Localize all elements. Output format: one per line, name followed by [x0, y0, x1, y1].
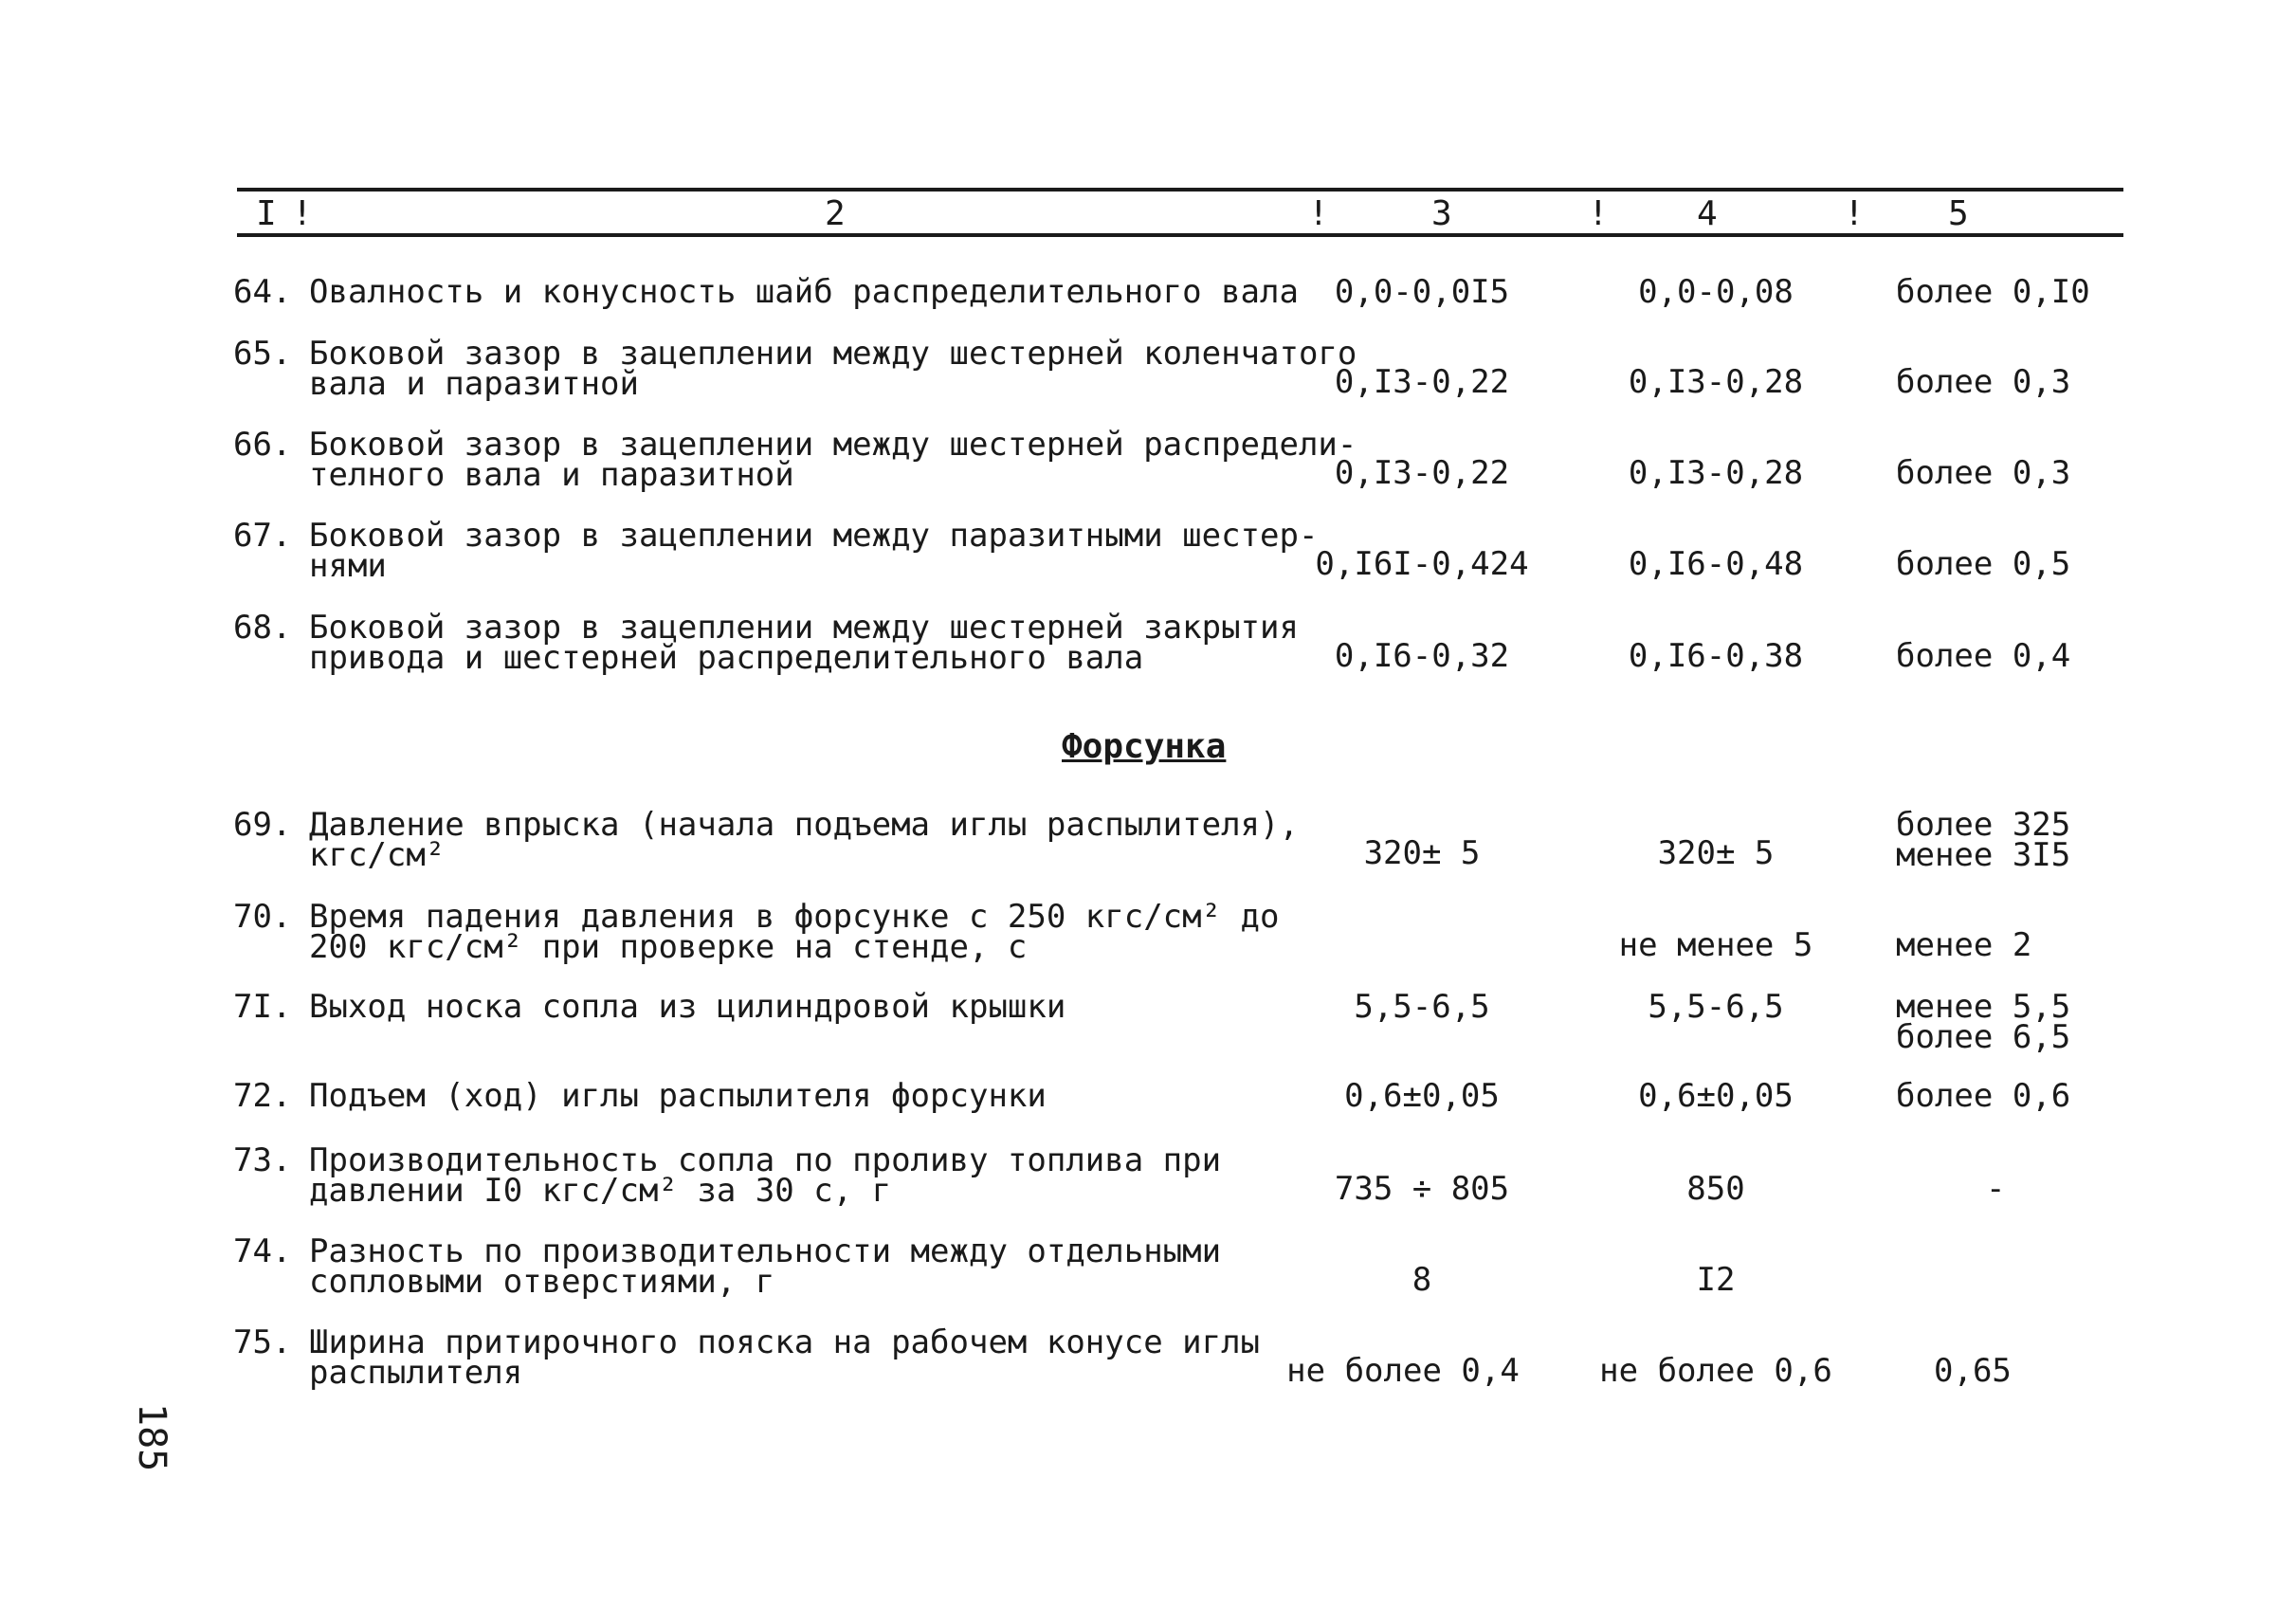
row-number: 75.: [233, 1323, 292, 1361]
col5-value: [1896, 926, 2032, 964]
col5-value: [1896, 545, 2071, 583]
row-number: 70.: [233, 898, 292, 936]
col5-value: [1896, 1077, 2071, 1115]
col5-line: более 325: [1896, 806, 2071, 844]
col4-value: I2: [1696, 1261, 1736, 1299]
desc-line: Боковой зазор в зацеплении между шестерней закрытия: [309, 609, 1299, 647]
desc-line: Боковой зазор в зацеплении между шестерней распредели-: [309, 426, 1357, 464]
col3-value: 0,I6I-0,424: [1315, 545, 1529, 583]
desc-line: распылителя: [309, 1354, 523, 1392]
col4-value: 850: [1686, 1170, 1745, 1208]
col4-value: не более 0,6: [1599, 1352, 1832, 1390]
header-sep-1: !: [292, 194, 313, 233]
desc-line: Овалность и конусность шайб распределительного вала: [309, 273, 1299, 311]
col5-value: [1896, 273, 2090, 311]
col5-value: [1896, 454, 2071, 492]
col5-line: менее 2: [1896, 926, 2032, 964]
col5-line: -: [1986, 1170, 2006, 1208]
col4-value: 0,6±0,05: [1638, 1077, 1794, 1115]
col5-line: более 0,4: [1896, 637, 2071, 675]
desc-line: Ширина притирочного пояска на рабочем конусе иглы: [309, 1323, 1261, 1361]
col5-value: [1896, 806, 2071, 874]
row-description: [309, 1141, 1222, 1210]
header-col-5: 5: [1948, 194, 1969, 233]
row-description: [309, 273, 1299, 311]
row-description: [309, 898, 1280, 966]
row-number: 64.: [233, 273, 292, 311]
row-description: [309, 1323, 1261, 1392]
desc-line: Производительность сопла по проливу топлива при: [309, 1141, 1222, 1179]
desc-line: телного вала и паразитной: [309, 456, 794, 494]
desc-line: кгс/см²: [309, 836, 446, 874]
col3-value: 0,I3-0,22: [1334, 454, 1510, 492]
row-number: 74.: [233, 1232, 292, 1270]
col3-value: не более 0,4: [1286, 1352, 1520, 1390]
col5-line: менее 5,5: [1896, 988, 2071, 1026]
col5-line: более 0,5: [1896, 545, 2071, 583]
desc-line: Боковой зазор в зацеплении между шестерней коленчатого: [309, 335, 1357, 373]
col4-value: 0,I3-0,28: [1628, 363, 1804, 401]
col5-line: более 0,6: [1896, 1077, 2071, 1115]
row-number: 67.: [233, 517, 292, 555]
row-description: [309, 426, 1357, 494]
row-number: 7I.: [233, 988, 292, 1026]
col3-value: 0,I3-0,22: [1334, 363, 1510, 401]
desc-line: привода и шестерней распределительного вала: [309, 639, 1144, 677]
row-description: [309, 988, 1066, 1026]
desc-line: нями: [309, 547, 387, 585]
header-col-1: I: [256, 194, 277, 233]
col4-value: 0,I6-0,48: [1628, 545, 1804, 583]
col3-value: 8: [1412, 1261, 1432, 1299]
col5-line: более 0,3: [1896, 454, 2071, 492]
col5-value: [1896, 637, 2071, 675]
col5-line: менее 3I5: [1896, 836, 2071, 874]
col5-value: [1934, 1352, 2012, 1390]
row-description: [309, 609, 1299, 677]
col3-value: 320± 5: [1363, 834, 1481, 872]
desc-line: Боковой зазор в зацеплении между паразитными шестер-: [309, 517, 1319, 555]
col5-line: более 6,5: [1896, 1018, 2071, 1056]
row-description: [309, 806, 1299, 874]
row-number: 66.: [233, 426, 292, 464]
col3-value: 0,6±0,05: [1344, 1077, 1500, 1115]
row-description: [309, 1077, 1047, 1115]
desc-line: Подъем (ход) иглы распылителя форсунки: [309, 1077, 1047, 1115]
header-top-rule: [237, 188, 2123, 192]
col5-value: [1986, 1170, 2006, 1208]
col4-value: 320± 5: [1657, 834, 1775, 872]
col4-value: 0,I3-0,28: [1628, 454, 1804, 492]
desc-line: Время падения давления в форсунке с 250 кгс/см² до: [309, 898, 1280, 936]
col4-value: 0,0-0,08: [1638, 273, 1794, 311]
header-col-4: 4: [1697, 194, 1718, 233]
page-number: 185: [130, 1403, 173, 1472]
header-sep-3: !: [1588, 194, 1609, 233]
col3-value: 5,5-6,5: [1354, 988, 1490, 1026]
col4-value: 0,I6-0,38: [1628, 637, 1804, 675]
desc-line: вала и паразитной: [309, 365, 639, 403]
desc-line: Выход носка сопла из цилиндровой крышки: [309, 988, 1066, 1026]
col3-value: 735 ÷ 805: [1334, 1170, 1510, 1208]
header-sep-4: !: [1844, 194, 1865, 233]
desc-line: Разность по производительности между отдельными: [309, 1232, 1222, 1270]
row-number: 69.: [233, 806, 292, 844]
row-number: 68.: [233, 609, 292, 647]
header-col-3: 3: [1431, 194, 1452, 233]
col5-line: более 0,I0: [1896, 273, 2090, 311]
row-description: [309, 335, 1357, 403]
desc-line: сопловыми отверстиями, г: [309, 1263, 775, 1301]
row-number: 73.: [233, 1141, 292, 1179]
col4-value: не менее 5: [1618, 926, 1813, 964]
row-number: 65.: [233, 335, 292, 373]
col4-value: 5,5-6,5: [1648, 988, 1784, 1026]
section-title: Форсунка: [1062, 727, 1227, 766]
col3-value: 0,0-0,0I5: [1334, 273, 1510, 311]
col3-value: 0,I6-0,32: [1334, 637, 1510, 675]
row-description: [309, 1232, 1222, 1301]
header-col-2: 2: [825, 194, 846, 233]
desc-line: Давление впрыска (начала подъема иглы распылителя),: [309, 806, 1299, 844]
col5-line: 0,65: [1934, 1352, 2012, 1390]
col5-value: [1896, 988, 2071, 1056]
header-sep-2: !: [1308, 194, 1329, 233]
desc-line: 200 кгс/см² при проверке на стенде, с: [309, 928, 1028, 966]
row-description: [309, 517, 1319, 585]
header-bottom-rule: [237, 233, 2123, 237]
desc-line: давлении I0 кгс/см² за 30 с, г: [309, 1172, 892, 1210]
row-number: 72.: [233, 1077, 292, 1115]
col5-value: [1896, 363, 2071, 401]
col5-line: более 0,3: [1896, 363, 2071, 401]
